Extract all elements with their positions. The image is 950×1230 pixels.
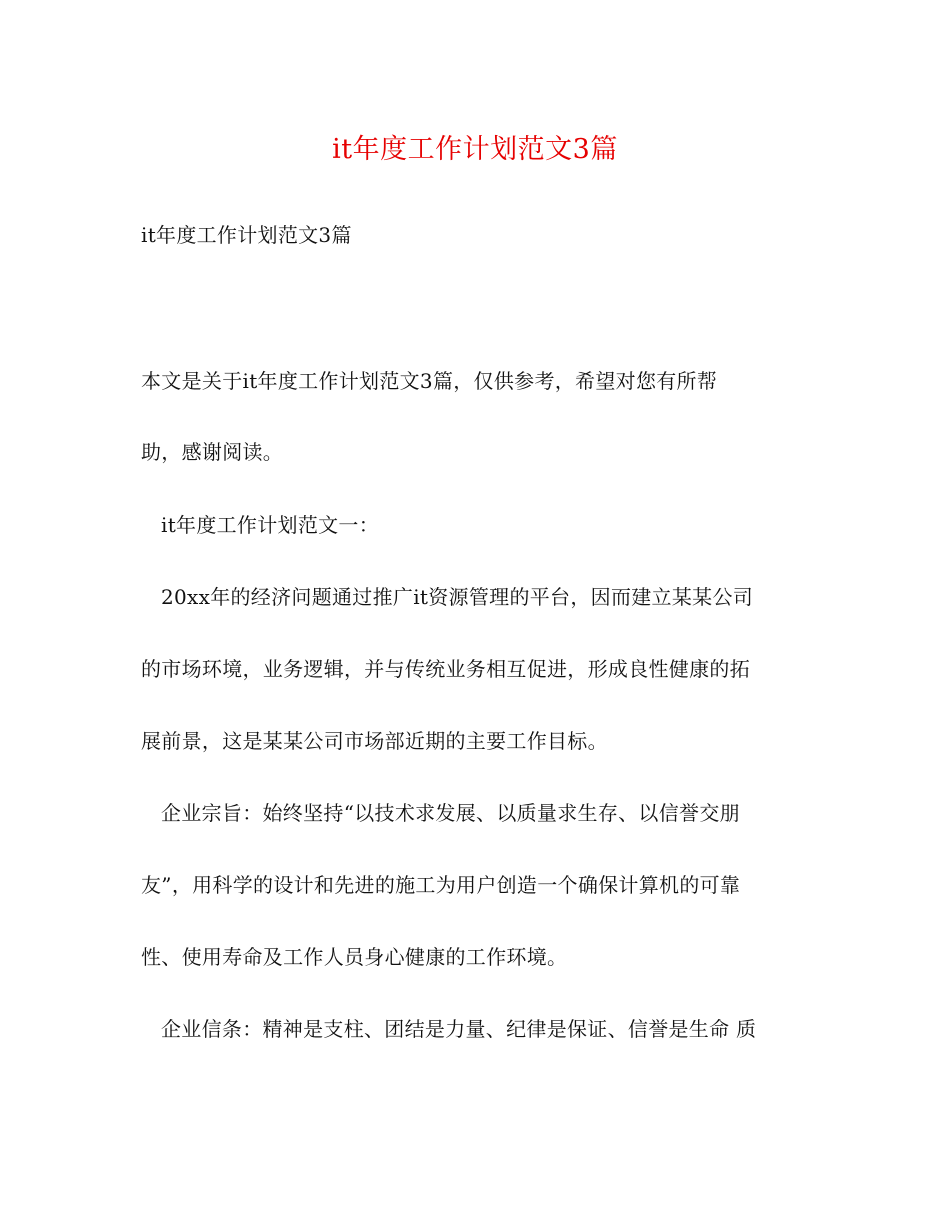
paragraph-line: 企业信条：精神是支柱、团结是力量、纪律是保证、信誉是生命 质: [161, 1017, 757, 1041]
paragraph-line: 企业宗旨：始终坚持“以技术求发展、以质量求生存、以信誉交朋: [161, 801, 740, 825]
paragraph-line: 性、使用寿命及工作人员身心健康的工作环境。: [141, 945, 568, 969]
paragraph-line: 展前景，这是某某公司市场部近期的主要工作目标。: [141, 729, 608, 753]
paragraph-line: 本文是关于it年度工作计划范文3篇，仅供参考，希望对您有所帮: [141, 369, 718, 393]
document-title: it年度工作计划范文3篇: [332, 134, 618, 165]
paragraph-line: 的市场环境，业务逻辑，并与传统业务相互促进，形成良性健康的拓: [141, 657, 750, 681]
paragraph-line: 20xx年的经济问题通过推广it资源管理的平台，因而建立某某公司: [161, 585, 754, 609]
section-heading: it年度工作计划范文一：: [161, 513, 380, 537]
paragraph-line: 助，感谢阅读。: [141, 440, 284, 464]
paragraph-line: 友”，用科学的设计和先进的施工为用户创造一个确保计算机的可靠: [141, 873, 741, 897]
document-subtitle: it年度工作计划范文3篇: [141, 223, 352, 247]
